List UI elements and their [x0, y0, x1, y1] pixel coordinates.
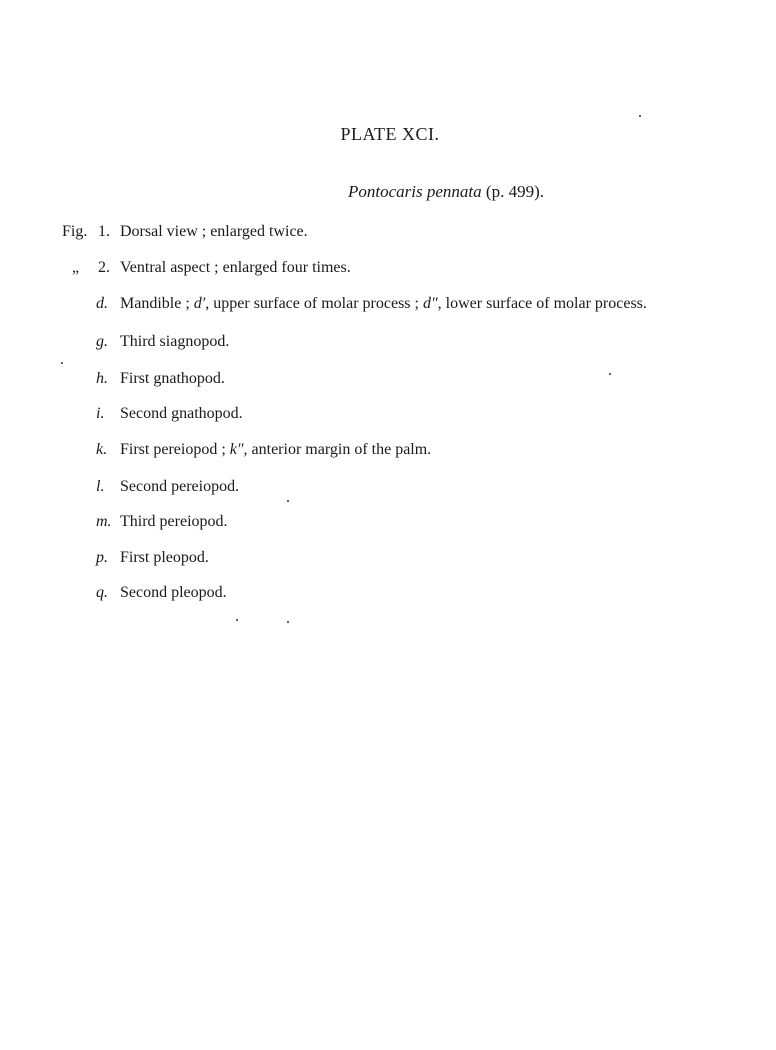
part-entry-i: [96, 404, 243, 424]
part-entry-k: [96, 440, 431, 460]
figure-ditto-mark: „: [72, 259, 80, 276]
species-name: Pontocaris pennata: [348, 182, 482, 201]
scan-speck: [287, 500, 289, 502]
part-entry-p: [96, 548, 209, 568]
part-letter: k.: [96, 441, 108, 458]
part-text: First gnathopod.: [120, 370, 225, 387]
part-letter: i.: [96, 405, 105, 422]
figure-number: 2.: [98, 259, 110, 276]
scan-speck: [236, 619, 238, 621]
figure-entry-1: [62, 222, 308, 242]
plate-title-text: PLATE XCI.: [340, 124, 440, 144]
scan-speck: [639, 115, 641, 117]
part-entry-q: [96, 583, 227, 603]
part-letter: h.: [96, 370, 108, 387]
part-subfigure: k″: [229, 441, 244, 458]
part-subfigure: d″: [422, 295, 438, 312]
part-letter: l.: [96, 478, 105, 495]
figure-caption: Ventral aspect ; enlarged four times.: [120, 259, 351, 276]
part-letter: p.: [96, 549, 108, 566]
part-text: First pereiopod ;: [120, 441, 230, 458]
figure-caption: Dorsal view ; enlarged twice.: [120, 223, 308, 240]
figure-prefix: Fig.: [62, 223, 88, 240]
part-letter: g.: [96, 333, 108, 350]
part-letter: d.: [96, 295, 108, 312]
part-letter: q.: [96, 584, 108, 601]
part-text: Third siagnopod.: [120, 333, 230, 350]
part-letter: m.: [96, 513, 112, 530]
part-entry-d: [96, 294, 647, 314]
scan-speck: [609, 373, 611, 375]
part-text: Second pereiopod.: [120, 478, 240, 495]
species-heading: [0, 182, 776, 202]
part-text: Second gnathopod.: [120, 405, 243, 422]
figure-entry-2: [72, 258, 351, 278]
species-page-ref: (p. 499).: [485, 182, 544, 201]
part-entry-h: [96, 369, 225, 389]
part-text: Mandible ;: [120, 295, 194, 312]
part-entry-m: [96, 512, 228, 532]
part-text: Second pleopod.: [120, 584, 227, 601]
part-text: First pleopod.: [120, 549, 209, 566]
part-text: , upper surface of molar process ;: [205, 295, 423, 312]
plate-title: [0, 124, 776, 145]
part-text: , lower surface of molar process.: [437, 295, 647, 312]
figure-number: 1.: [98, 223, 110, 240]
part-text: , anterior margin of the palm.: [243, 441, 432, 458]
part-subfigure: d′: [193, 295, 206, 312]
part-text: Third pereiopod.: [120, 513, 228, 530]
scan-speck: [287, 621, 289, 623]
part-entry-g: [96, 332, 229, 352]
part-entry-l: [96, 477, 239, 497]
scan-speck: [61, 362, 63, 364]
